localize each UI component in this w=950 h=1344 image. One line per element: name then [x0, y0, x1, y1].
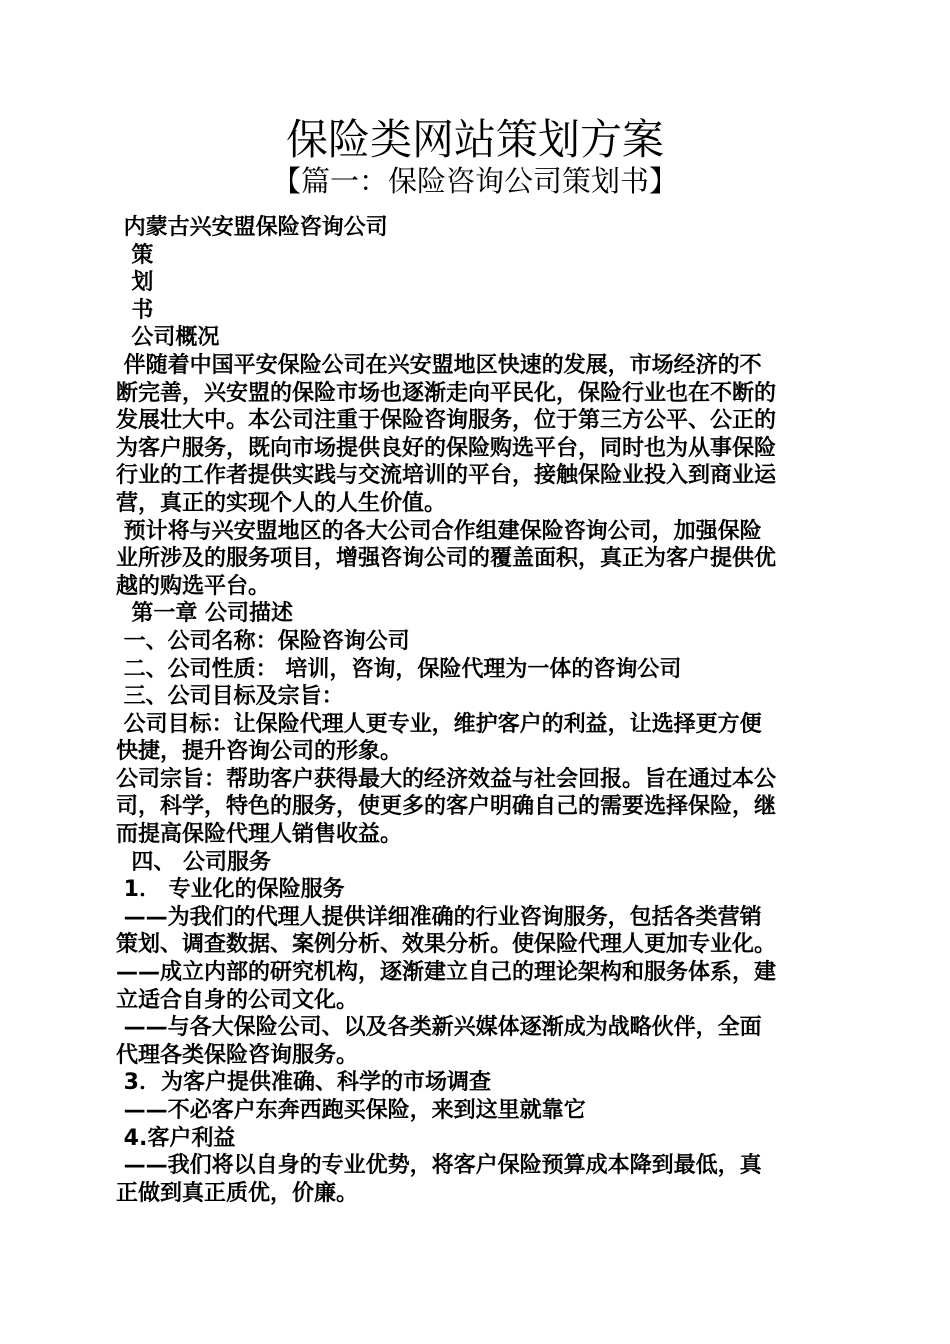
paragraph-line: 快捷，提升咨询公司的形象。: [116, 739, 403, 765]
list-item: 二、公司性质： 培训，咨询，保险代理为一体的咨询公司: [116, 656, 682, 682]
heading-char-ce: 策: [116, 242, 154, 268]
section-heading-services: 四、 公司服务: [116, 849, 271, 875]
paragraph-line: ——不必客户东奔西跑买保险，来到这里就靠它: [116, 1098, 586, 1123]
list-item: 1． 专业化的保险服务: [116, 877, 345, 903]
paragraph-line: 而提高保险代理人销售收益。: [116, 822, 403, 848]
heading-char-shu: 书: [116, 297, 154, 323]
paragraph-line: 发展壮大中。本公司注重于保险咨询服务，位于第三方公平、公正的: [116, 408, 777, 434]
section-heading-overview: 公司概况: [116, 325, 220, 351]
paragraph-line: 公司目标：让保险代理人更专业，维护客户的利益，让选择更方便: [116, 711, 762, 737]
paragraph-line: 营，真正的实现个人的人生价值。: [116, 490, 447, 516]
paragraph-line: ——为我们的代理人提供详细准确的行业咨询服务，包括各类营销: [116, 904, 762, 930]
paragraph-line: 策划、调查数据、案例分析、效果分析。使保险代理人更加专业化。: [116, 932, 777, 958]
list-item: 一、公司名称：保险咨询公司: [116, 628, 410, 654]
paragraph-line: ——我们将以自身的专业优势，将客户保险预算成本降到最低，真: [116, 1153, 762, 1179]
paragraph-line: 代理各类保险咨询服务。: [116, 1042, 359, 1068]
paragraph-line: 司，科学，特色的服务，使更多的客户明确自己的需要选择保险，继: [116, 794, 777, 820]
chapter-heading: 第一章 公司描述: [116, 601, 293, 627]
paragraph-line: 预计将与兴安盟地区的各大公司合作组建保险咨询公司，加强保险: [116, 518, 762, 544]
company-name-line: 内蒙古兴安盟保险咨询公司: [116, 215, 388, 240]
paragraph-line: 为客户服务，既向市场提供良好的保险购选平台，同时也为从事保险: [116, 435, 777, 461]
paragraph-line: 行业的工作者提供实践与交流培训的平台，接触保险业投入到商业运: [116, 463, 777, 489]
paragraph-line: 伴随着中国平安保险公司在兴安盟地区快速的发展，市场经济的不: [116, 352, 762, 378]
document-body: [116, 214, 838, 1207]
paragraph-line: 正做到真正质优，价廉。: [116, 1180, 359, 1206]
list-item: 3．为客户提供准确、科学的市场调查: [116, 1070, 491, 1096]
paragraph-line: ——成立内部的研究机构，逐渐建立自己的理论架构和服务体系，建: [116, 960, 777, 986]
paragraph-line: 公司宗旨：帮助客户获得最大的经济效益与社会回报。旨在通过本公: [116, 766, 777, 792]
list-item: 4.客户利益: [116, 1125, 236, 1151]
heading-char-hua: 划: [116, 270, 154, 296]
paragraph-line: 业所涉及的服务项目，增强咨询公司的覆盖面积，真正为客户提供优: [116, 546, 777, 572]
paragraph-line: 越的购选平台。: [116, 573, 271, 599]
paragraph-line: ——与各大保险公司、以及各类新兴媒体逐渐成为战略伙伴，全面: [116, 1015, 762, 1041]
paragraph-line: 断完善，兴安盟的保险市场也逐渐走向平民化，保险行业也在不断的: [116, 380, 777, 406]
paragraph-line: 立适合自身的公司文化。: [116, 987, 359, 1013]
document-title: 保险类网站策划方案: [285, 115, 664, 164]
list-item: 三、公司目标及宗旨：: [116, 684, 344, 710]
document-subtitle: 【篇一：保险咨询公司策划书】: [271, 164, 678, 198]
